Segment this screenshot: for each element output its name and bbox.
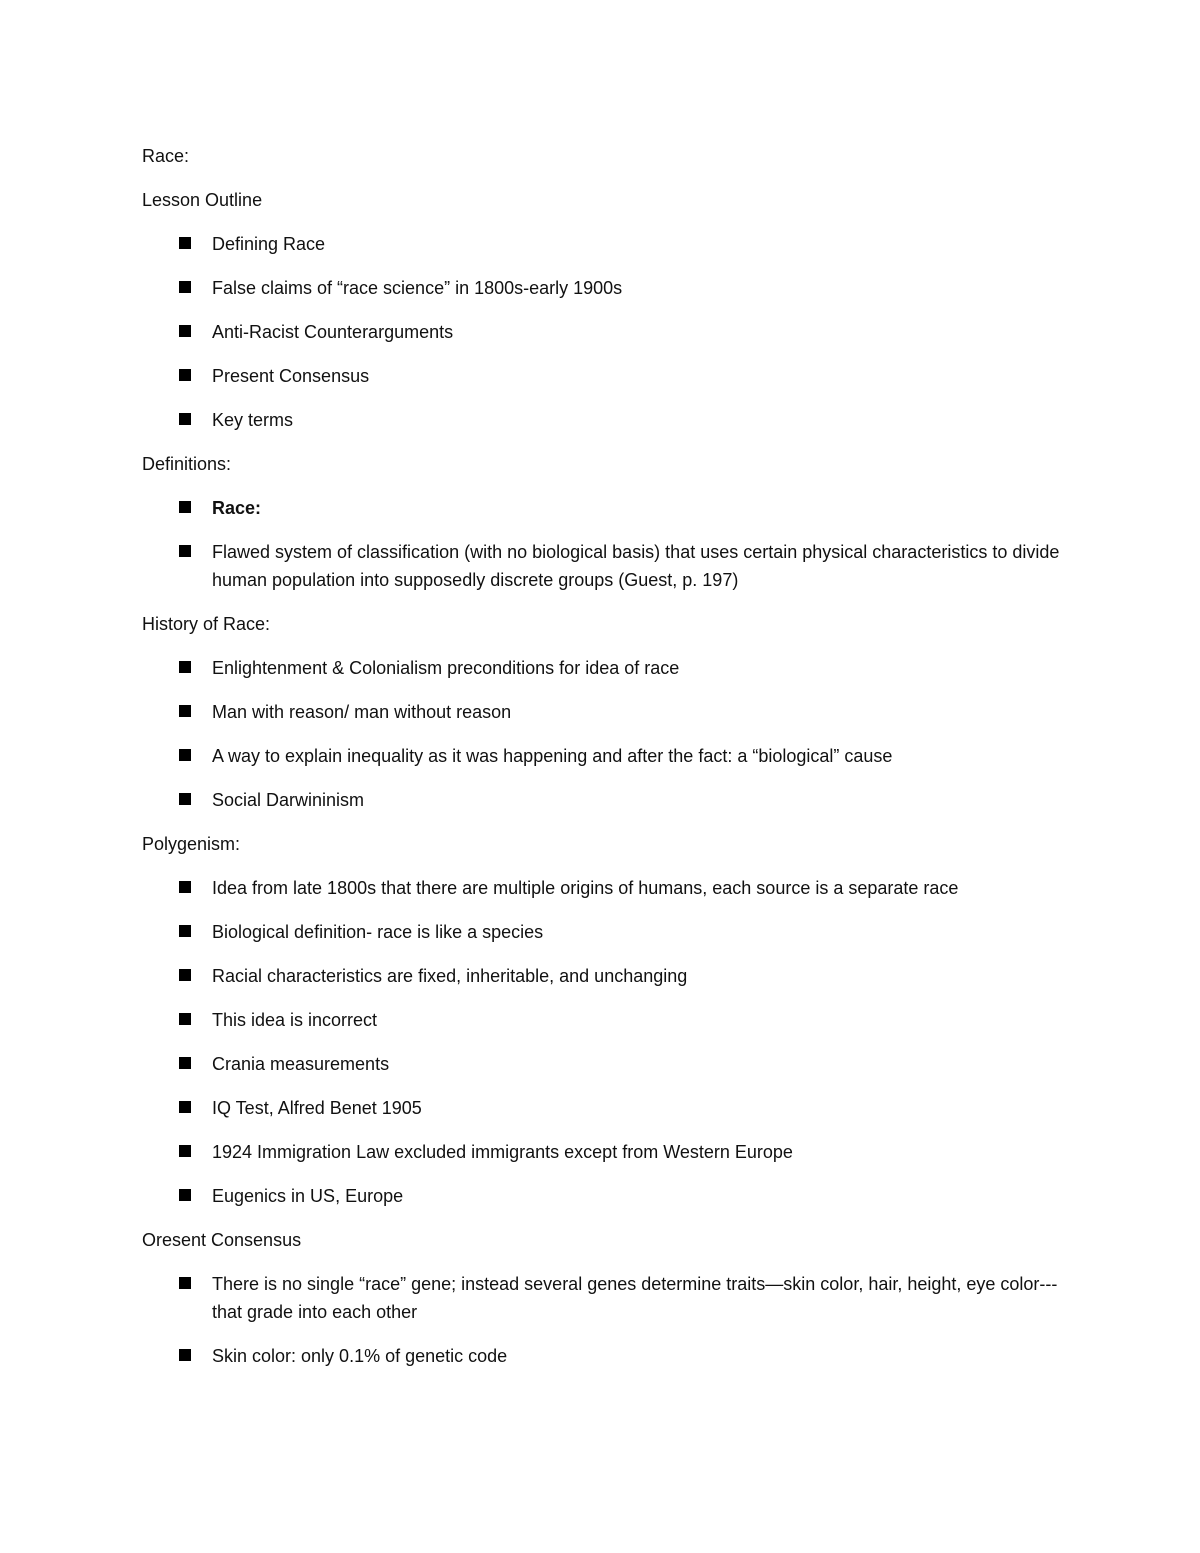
list-item <box>142 1138 1072 1166</box>
list-item <box>142 918 1072 946</box>
list-item <box>142 318 1072 346</box>
square-bullet-icon <box>179 793 191 805</box>
square-bullet-icon <box>179 281 191 293</box>
square-bullet-icon <box>179 925 191 937</box>
list-item <box>142 742 1072 770</box>
list-item-text: Key terms <box>212 410 294 430</box>
list-item-text: Anti-Racist Counterarguments <box>212 322 454 342</box>
square-bullet-icon <box>179 661 191 673</box>
section-heading: Definitions: <box>142 454 232 474</box>
square-bullet-icon <box>179 1277 191 1289</box>
square-bullet-icon <box>179 501 191 513</box>
list-item <box>142 494 1072 522</box>
square-bullet-icon <box>179 969 191 981</box>
square-bullet-icon <box>179 237 191 249</box>
list-item <box>142 1094 1072 1122</box>
square-bullet-icon <box>179 881 191 893</box>
list-item-text: Defining Race <box>212 234 326 254</box>
square-bullet-icon <box>179 413 191 425</box>
list-item <box>142 538 1072 594</box>
list-item-text: Crania measurements <box>212 1054 390 1074</box>
bullet-list <box>142 654 1102 814</box>
list-item-text: Skin color: only 0.1% of genetic code <box>212 1346 508 1366</box>
list-item-text: Idea from late 1800s that there are multiple origins of humans, each source is a separate race <box>212 878 959 898</box>
list-item-text: There is no single “race” gene; instead several genes determine traits—skin color, hair, height, eye color---that grade into each other <box>212 1274 1058 1322</box>
list-item-text: Racial characteristics are fixed, inheritable, and unchanging <box>212 966 688 986</box>
square-bullet-icon <box>179 1145 191 1157</box>
list-item-text: Enlightenment & Colonialism preconditions for idea of race <box>212 658 680 678</box>
section-heading: History of Race: <box>142 614 271 634</box>
list-item-text: A way to explain inequality as it was happening and after the fact: a “biological” cause <box>212 746 893 766</box>
bullet-list <box>142 1270 1102 1370</box>
section-heading: Polygenism: <box>142 834 241 854</box>
list-item <box>142 406 1072 434</box>
list-item <box>142 962 1072 990</box>
list-item <box>142 230 1072 258</box>
bullet-list <box>142 494 1102 594</box>
list-item <box>142 874 1072 902</box>
list-item <box>142 274 1072 302</box>
bullet-list <box>142 874 1102 1210</box>
list-item-text: False claims of “race science” in 1800s-early 1900s <box>212 278 623 298</box>
list-item <box>142 362 1072 390</box>
list-item-text: Race: <box>212 498 262 518</box>
section-heading: Lesson Outline <box>142 190 263 210</box>
bullet-list <box>142 230 1102 434</box>
square-bullet-icon <box>179 369 191 381</box>
list-item <box>142 1050 1072 1078</box>
list-item <box>142 654 1072 682</box>
list-item <box>142 1342 1072 1370</box>
square-bullet-icon <box>179 1189 191 1201</box>
list-item-text: Biological definition- race is like a species <box>212 922 544 942</box>
list-item-text: 1924 Immigration Law excluded immigrants except from Western Europe <box>212 1142 793 1162</box>
square-bullet-icon <box>179 545 191 557</box>
list-item-text: This idea is incorrect <box>212 1010 378 1030</box>
square-bullet-icon <box>179 325 191 337</box>
list-item-text: Flawed system of classification (with no biological basis) that uses certain physical characteristics to divide human population into supposedly discrete groups (Guest, p. 197) <box>212 542 1060 590</box>
square-bullet-icon <box>179 1349 191 1361</box>
list-item-text: IQ Test, Alfred Benet 1905 <box>212 1098 422 1118</box>
list-item <box>142 1006 1072 1034</box>
square-bullet-icon <box>179 1057 191 1069</box>
list-item <box>142 786 1072 814</box>
section-heading: Race: <box>142 146 190 166</box>
square-bullet-icon <box>179 1101 191 1113</box>
square-bullet-icon <box>179 705 191 717</box>
list-item-text: Man with reason/ man without reason <box>212 702 512 722</box>
list-item-text: Social Darwininism <box>212 790 365 810</box>
square-bullet-icon <box>179 1013 191 1025</box>
list-item-text: Present Consensus <box>212 366 370 386</box>
list-item <box>142 1270 1072 1326</box>
list-item <box>142 1182 1072 1210</box>
document-body <box>142 142 1102 1386</box>
list-item <box>142 698 1072 726</box>
section-heading: Oresent Consensus <box>142 1230 302 1250</box>
list-item-text: Eugenics in US, Europe <box>212 1186 404 1206</box>
square-bullet-icon <box>179 749 191 761</box>
